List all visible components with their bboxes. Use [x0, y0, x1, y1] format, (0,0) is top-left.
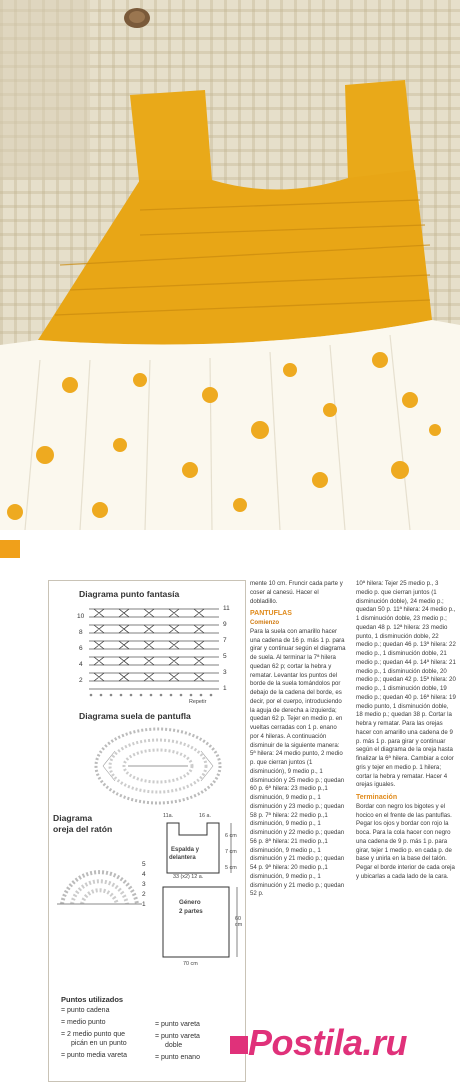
legend-item: = 2 medio punto que — [61, 1031, 126, 1038]
row-num: 9 — [223, 621, 227, 628]
measure-1: 6 cm — [225, 833, 237, 839]
section-subtitle: Comienzo — [250, 619, 280, 626]
legend-item: picán en un punto — [71, 1040, 127, 1047]
oreja-chart — [57, 839, 142, 909]
legend-title: Puntos utilizados — [61, 995, 124, 1004]
front-label-1: Espalda y — [171, 847, 200, 853]
row-num: 4 — [142, 871, 146, 878]
fantasia-chart — [89, 605, 219, 705]
legend-item: doble — [165, 1042, 183, 1049]
col2-top: mente 10 cm. Fruncir cada parte y coser al canesú. Hacer el dobladillo. — [250, 580, 343, 605]
text-column-right — [356, 580, 456, 882]
garment-label-top: 11a. — [163, 813, 174, 819]
fantasia-title: Diagrama punto fantasía — [79, 589, 180, 599]
row-num: 6 — [79, 645, 83, 652]
garment-label-top2: 16 a. — [199, 813, 211, 819]
skirt-label-2: 2 partes — [179, 908, 203, 915]
legend-item: = punto media vareta — [61, 1052, 127, 1059]
watermark: Postila.ru — [248, 1022, 408, 1063]
col3-top: 10ª hilera: Tejer 25 medio p., 3 medio p. que cierran juntos (1 disminución doble), 24 medio p.; quedan 50 p. 11ª hilera: 24 medio p., 1 disminución doble, 23 medio p.; quedan 48 p. 12ª hilera: 23 medio punto, 1 disminución doble, 22 medio p.; quedan 46 p. 13ª hilera: 22 medio p., 1 disminución doble, 21 medio p.; quedan 44 p. 14ª hilera: 21 medio p., 1 disminución doble, 20 medio p.; quedan 42 p. 15ª hilera: 20 medio p., 1 disminución doble, 19 medio p.; quedan 40 p. 16ª hilera: 19 medio punto, 1 disminución doble, 18 medio p.; quedan 38 p. Cortar la hebra y rematar. Para las orejas hacer con amarillo una cadena de 9 p. más 1 p. para girar y continuar según el diagrama de la oreja hasta finalizar la 6ª hilera. Cambiar a color gris y tejer en medio p. 1 hilera; cortar la hebra y rematar. Hacer 4 orejas iguales. — [356, 580, 456, 789]
row-num: 2 — [79, 677, 83, 684]
measure-2: 7 cm — [225, 849, 237, 855]
row-num: 8 — [79, 629, 83, 636]
section-title: PANTUFLAS — [250, 610, 292, 618]
width-top: 33 (x2) 12 a. — [173, 874, 204, 880]
col2-rows: 5ª hilera: 24 medio punto, 2 medio p. que cierran juntos (1 disminución), 9 medio p., 1 disminución y 25 medio p.; quedan 60 p. 6ª hilera: 23 medio p.,1 disminución, 9 medio p., 1 disminución y 23 medio p.; quedan 58 p. 7ª hilera: 22 medio p.,1 disminución, 9 medio p., 1 disminución y 22 medio p.; quedan 56 p. 8ª hilera: 21 medio p.,1 disminución, 9 medio p., 1 disminución y 21 medio p.; quedan 54 p. 9ª hilera: 20 medio p.,1 disminución, 9 medio p., 1 disminución y 21 medio p.; quedan 52 p. — [250, 750, 345, 898]
measure-4: 60 cm — [235, 916, 243, 928]
col2-body: Para la suela con amarillo hacer una cadena de 16 p. más 1 p. para girar y continuar según el diagrama de suela. Al terminar la 7ª hilera quedan 62 p; cortar la hebra y rematar. Levantar los puntos del borde de la suela tomándolos por debajo de la cadena del borde, es decir, por el cuerpo, introduciendo la aguja de derecha a izquierda; quedan 62 p. Tejer en medio p. en vueltas cerradas con 1 p. enano por 4 hileras. A continuación disminuir de la siguiente manera: — [250, 627, 346, 749]
legend-item: = punto vareta — [155, 1021, 200, 1028]
page-corner-marker — [0, 540, 20, 558]
row-num: 1 — [142, 901, 146, 908]
dress-photo — [0, 0, 460, 530]
row-num: 3 — [223, 669, 227, 676]
oreja-title-2: oreja del ratón — [53, 824, 113, 834]
col3-bottom: Bordar con negro los bigotes y el hocico en el frente de las pantuflas. Pegar los ojos y bordar con rojo la boca. Para la cola hacer con negro una cadena de 9 p. más 1 p. para girar, tejer 1 medio p. en cada p. de base y unirla en la base del talón. Pegar el borde interior de cada oreja y ubicarlas a cada lado de la cara. — [356, 802, 455, 880]
oreja-title-1: Diagrama — [53, 813, 93, 823]
row-num: 2 — [142, 891, 146, 898]
legend-item: = punto vareta — [155, 1033, 200, 1040]
section-title: Terminación — [356, 794, 398, 801]
watermark-logo-icon — [230, 1036, 248, 1054]
row-num: 7 — [223, 637, 227, 644]
legend-item: = punto enano — [155, 1054, 200, 1061]
skirt-label-1: Género — [179, 899, 201, 906]
row-num: 5 — [223, 653, 227, 660]
width-bottom: 70 cm — [183, 961, 198, 967]
diagram-panel — [48, 580, 246, 1082]
repeat-label: Repetir — [189, 699, 207, 705]
dress-illustration — [0, 0, 460, 530]
legend-item: = medio punto — [61, 1019, 106, 1026]
front-label-2: delantera — [169, 855, 196, 861]
legend-item: = punto cadena — [61, 1007, 110, 1014]
measure-3: 5 cm — [225, 865, 237, 871]
row-num: 1 — [223, 685, 227, 692]
text-column-middle — [250, 580, 346, 899]
row-num: 3 — [142, 881, 146, 888]
row-num: 10 — [77, 613, 85, 620]
row-num: 11 — [223, 605, 230, 612]
suela-chart — [93, 726, 223, 806]
row-num: 4 — [79, 661, 83, 668]
pattern-page — [0, 540, 460, 1084]
suela-title: Diagrama suela de pantufla — [79, 711, 191, 721]
row-num: 5 — [142, 861, 146, 868]
